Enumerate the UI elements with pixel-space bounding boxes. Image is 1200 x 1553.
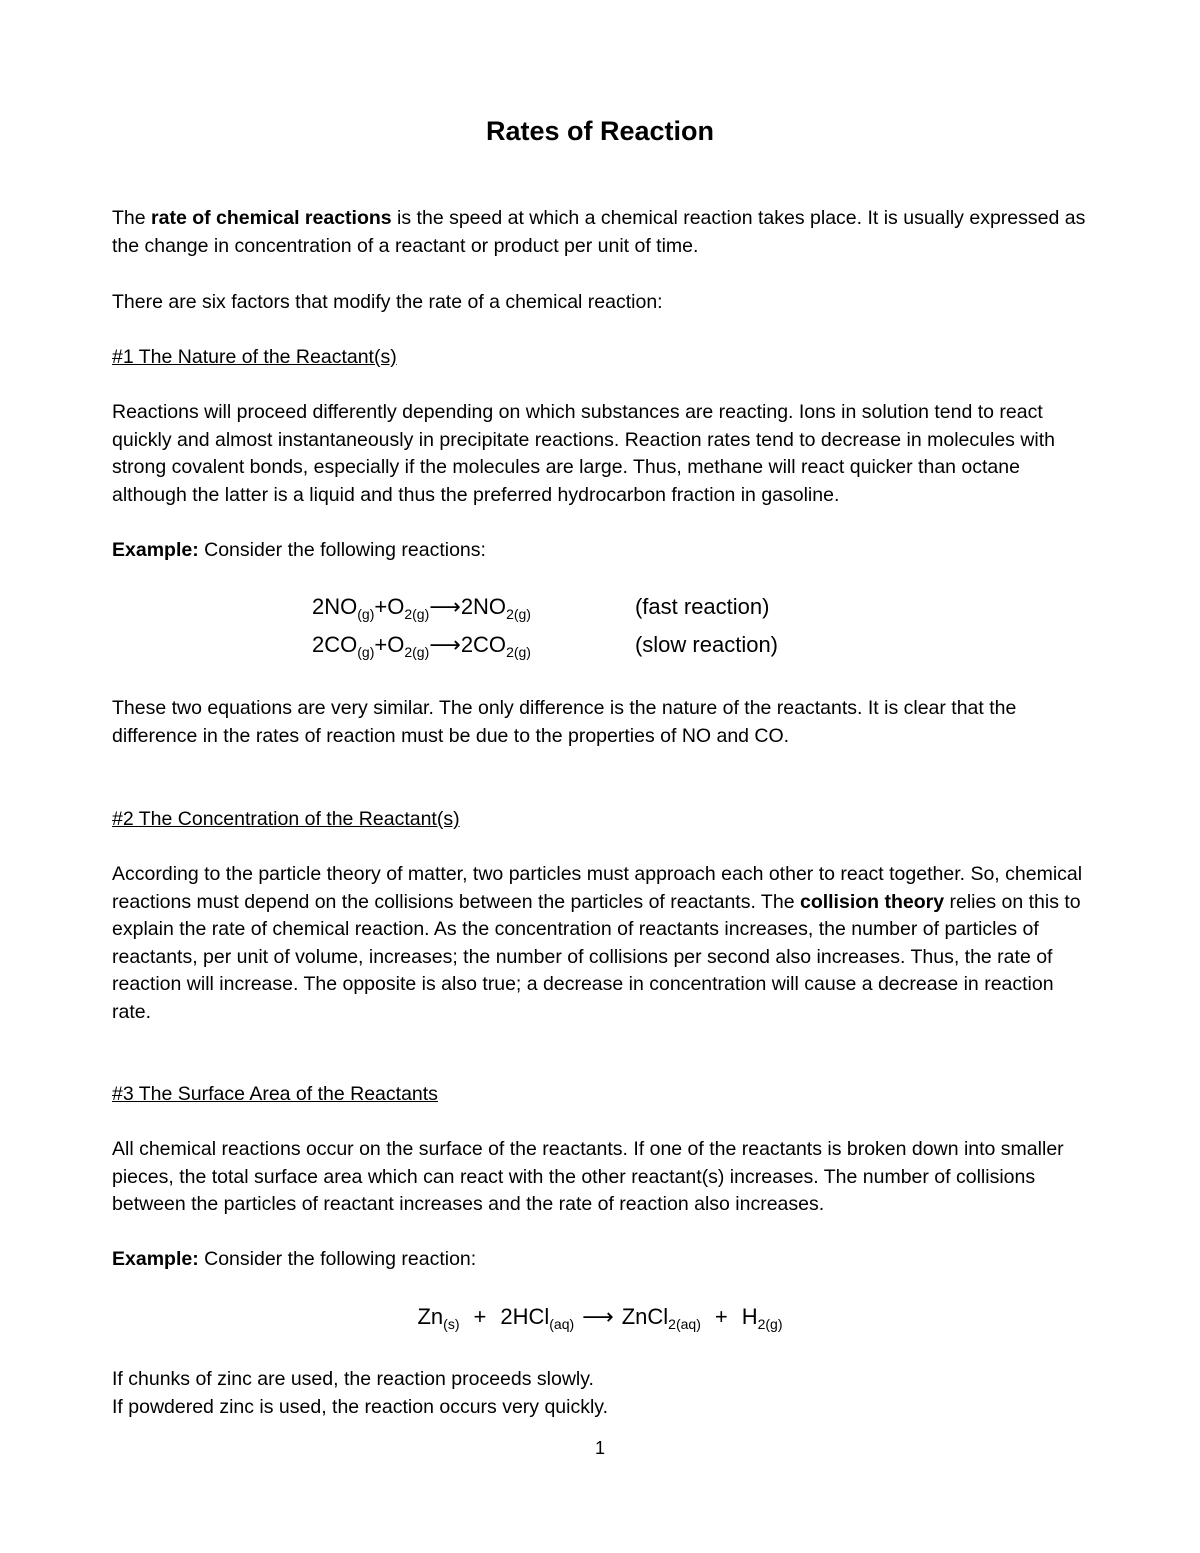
product-2: H — [741, 1304, 758, 1329]
reactant-1-state: (g) — [357, 644, 375, 660]
product-1: ZnCl — [621, 1304, 669, 1329]
product-1-state: 2(g) — [506, 644, 531, 660]
section3-example — [112, 1246, 1097, 1274]
reactant-2: O — [387, 594, 405, 619]
section2-suffix: relies on this to explain the rate of chemical reaction. As the concentration of reactants increases, the number of particles of reactants, per unit of volume, increases; the number of collisions per second also increases. Thus, the rate of reaction will increase. The opposite is also true; a decrease in concentration will cause a decrease in reaction rate. — [112, 890, 1081, 1023]
reactant-1-state: (s) — [443, 1316, 460, 1332]
product-1-state: 2(g) — [506, 606, 531, 622]
example-label: Example: — [112, 539, 199, 561]
plus-sign: + — [374, 594, 388, 619]
reactant-2: O — [387, 632, 405, 657]
plus-sign: + — [374, 632, 388, 657]
equation-row — [312, 588, 778, 626]
section3-heading: #3 The Surface Area of the Reactants — [112, 1083, 438, 1105]
reaction-arrow: ⟶ — [429, 632, 461, 657]
powdered-zinc-line: If powdered zinc is used, the reaction occurs very quickly. — [112, 1396, 609, 1418]
section2-prefix: According to the particle theory of matter, two particles must approach each other to react together. So, chemical reactions must depend on the collisions between the particles of reactants. The — [112, 863, 1083, 913]
intro-paragraph — [112, 205, 1097, 260]
reaction-arrow: ⟶ — [429, 594, 461, 619]
product-1-state: 2(aq) — [668, 1316, 701, 1332]
intro-prefix: The — [112, 207, 152, 229]
section1-conclusion: These two equations are very similar. The only difference is the nature of the reactants. It is clear that the difference in the rates of reaction must be due to the properties of NO and CO. — [112, 697, 1017, 747]
reactant-1: Zn — [417, 1304, 444, 1329]
page-number: 1 — [594, 1438, 605, 1458]
section1-heading: #1 The Nature of the Reactant(s) — [112, 346, 397, 368]
example-text: Consider the following reaction: — [198, 1248, 477, 1270]
collision-theory-term: collision theory — [799, 890, 945, 913]
reactant-1-state: (g) — [357, 606, 375, 622]
section3-body: All chemical reactions occur on the surface of the reactants. If one of the reactants is broken down into smaller pieces, the total surface area which can react with the other reactant(s) increases. The number of collisions between the particles of reactant increases and the rate of reaction also increases. — [112, 1138, 1064, 1216]
reaction-speed-note: (slow reaction) — [634, 632, 779, 657]
reactant-2-state: (aq) — [549, 1316, 575, 1332]
product-2-state: 2(g) — [757, 1316, 783, 1332]
chunks-zinc-line: If chunks of zinc are used, the reaction proceeds slowly. — [112, 1368, 594, 1390]
plus-sign: + — [714, 1304, 728, 1329]
product-1: 2CO — [460, 632, 507, 657]
example-label: Example: — [112, 1248, 199, 1270]
section2-body — [112, 861, 1097, 1027]
equation-row — [312, 626, 778, 664]
factors-intro: There are six factors that modify the rate of a chemical reaction: — [112, 291, 663, 313]
zinc-equation — [0, 1298, 1200, 1336]
reactant-2-state: 2(g) — [404, 644, 430, 660]
reactant-1: 2CO — [312, 632, 358, 657]
plus-sign: + — [473, 1304, 487, 1329]
reactant-1: 2NO — [312, 594, 358, 619]
section1-example — [112, 537, 1097, 565]
intro-bold-term: rate of chemical reactions — [151, 207, 392, 229]
example-text: Consider the following reactions: — [198, 539, 486, 561]
reaction-equations — [312, 588, 778, 664]
page-title: Rates of Reaction — [485, 116, 715, 146]
intro-suffix: is the speed at which a chemical reaction takes place. It is usually expressed as the change in concentration of a reactant or product per unit of time. — [112, 207, 1086, 257]
reactant-2: 2HCl — [500, 1304, 550, 1329]
product-1: 2NO — [460, 594, 507, 619]
reaction-arrow: ⟶ — [582, 1304, 614, 1329]
reactant-2-state: 2(g) — [404, 606, 430, 622]
section1-body: Reactions will proceed differently depending on which substances are reacting. Ions in solution tend to react quickly and almost instantaneously in precipitate reactions. Reaction rates tend to decrease in molecules with strong covalent bonds, especially if the molecules are large. Thus, methane will react quicker than octane although the latter is a liquid and thus the preferred hydrocarbon fraction in gasoline. — [112, 401, 1056, 506]
reaction-speed-note: (fast reaction) — [634, 594, 770, 619]
section2-heading: #2 The Concentration of the Reactant(s) — [112, 808, 460, 830]
